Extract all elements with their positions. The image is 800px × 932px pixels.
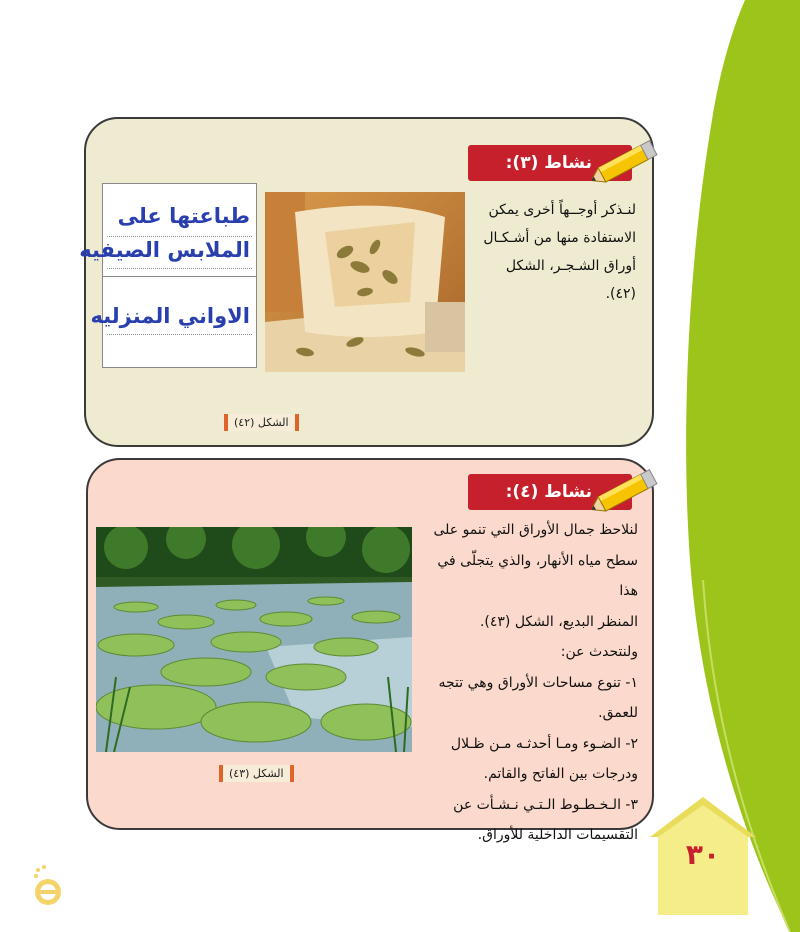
pencil-icon — [592, 137, 664, 183]
activity-4-title: نشاط (٤): — [505, 482, 592, 502]
note-line-1: طباعتها على — [117, 204, 250, 228]
pillow-illustration — [265, 192, 465, 372]
note-line-2: الملابس الصيفيه — [79, 238, 250, 262]
activity-4-text — [416, 515, 638, 851]
activity-4-line: ودرجات بين الفاتح والقاتم. — [483, 766, 638, 782]
figure-43-caption: الشكل (٤٣) — [219, 765, 294, 782]
handwritten-notes-box — [79, 183, 257, 368]
activity-3-text: لنـذكر أوجــهاً أخرى يمكن الاستفادة منها من أشـكـال أوراق الشـجـر، الشكل (٤٢). — [483, 202, 636, 302]
water-lilies-illustration — [96, 527, 412, 752]
activity-4-line: سطح مياه الأنهار، والذي يتجلّى في هذا — [437, 552, 638, 599]
note-underline-1 — [107, 236, 252, 237]
water-lilies-photo — [96, 527, 412, 752]
pillow-photo — [265, 192, 465, 372]
note-underline-2 — [107, 268, 252, 269]
figure-42-caption: الشكل (٤٢) — [224, 414, 299, 431]
note-line-3: الاواني المنزليه — [90, 304, 250, 328]
activity-4-line: التقسيمات الداخلية للأوراق. — [477, 827, 638, 843]
activity-4-line: لنلاحظ جمال الأوراق التي تنمو على — [433, 522, 638, 538]
publisher-logo-icon — [28, 864, 68, 908]
notes-separator — [103, 276, 256, 277]
pencil-icon — [592, 466, 664, 512]
activity-4-line: المنظر البديع، الشكل (٤٣). — [479, 613, 638, 630]
note-underline-3 — [107, 334, 252, 335]
activity-4-line: ولنتحدث عن: — [560, 644, 638, 660]
activity-4-line: ١- تنوع مساحات الأوراق وهي تتجه — [438, 674, 638, 691]
activity-4-line: ٣- الـخـطـوط الـتـي نـشـأت عن — [453, 796, 638, 813]
activity-4-line: ٢- الضـوء ومـا أحدثـه مـن ظـلال — [450, 735, 638, 752]
page-number: ٣٠ — [685, 838, 721, 871]
activity-3-title: نشاط (٣): — [505, 153, 592, 173]
activity-4-line: للعمق. — [598, 705, 638, 721]
